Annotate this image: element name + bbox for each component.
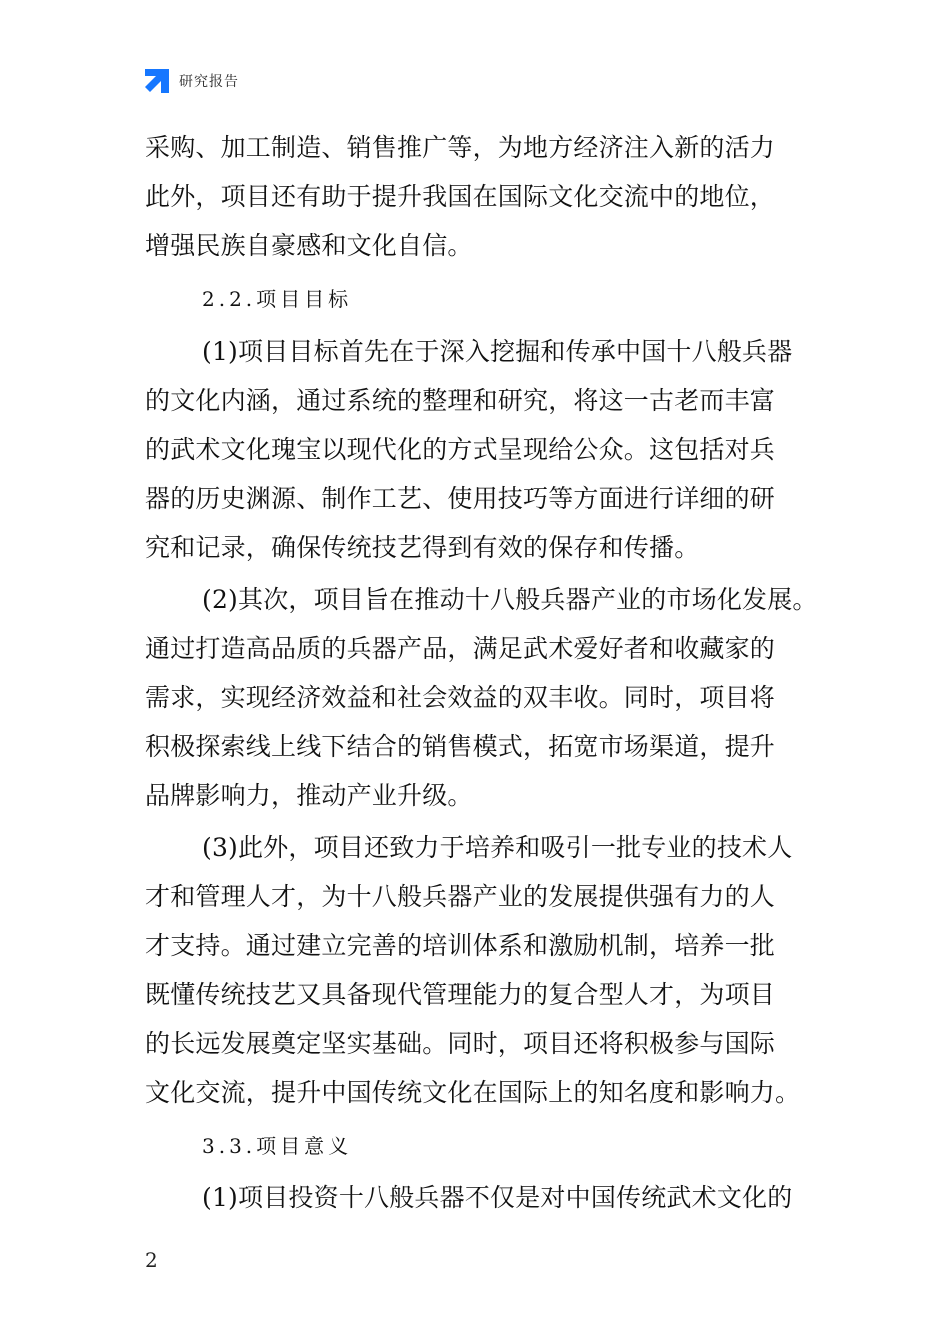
body-line: 才支持。通过建立完善的培训体系和激励机制，培养一批: [145, 931, 776, 960]
body-line: 采购、加工制造、销售推广等，为地方经济注入新的活力: [145, 133, 776, 162]
body-line: 既懂传统技艺又具备现代管理能力的复合型人才，为项目: [145, 980, 776, 1009]
body-line: 增强民族自豪感和文化自信。: [145, 231, 473, 260]
paragraph-first-line: (2)其次，项目旨在推动十八般兵器产业的市场化发展。: [202, 585, 818, 614]
paragraph-first-line: (1)项目目标首先在于深入挖掘和传承中国十八般兵器: [202, 337, 793, 366]
section-heading: 2.2.项目目标: [202, 287, 353, 311]
body-line: 通过打造高品质的兵器产品，满足武术爱好者和收藏家的: [145, 634, 776, 663]
section-heading: 3.3.项目意义: [202, 1134, 353, 1158]
header-title: 研究报告: [179, 74, 239, 90]
body-line: 此外，项目还有助于提升我国在国际文化交流中的地位，: [145, 182, 776, 211]
body-line: 积极探索线上线下结合的销售模式，拓宽市场渠道，提升: [145, 732, 776, 761]
body-line: 的长远发展奠定坚实基础。同时，项目还将积极参与国际: [145, 1029, 776, 1058]
page-number: 2: [145, 1248, 158, 1272]
body-line: 器的历史渊源、制作工艺、使用技巧等方面进行详细的研: [145, 484, 776, 513]
body-line: 才和管理人才，为十八般兵器产业的发展提供强有力的人: [145, 882, 776, 911]
paragraph-first-line: (3)此外，项目还致力于培养和吸引一批专业的技术人: [202, 833, 793, 862]
body-line: 品牌影响力，推动产业升级。: [145, 781, 473, 810]
arrow-logo-icon: [143, 67, 171, 95]
body-line: 文化交流，提升中国传统文化在国际上的知名度和影响力。: [145, 1078, 801, 1107]
body-line: 究和记录，确保传统技艺得到有效的保存和传播。: [145, 533, 700, 562]
body-line: 的文化内涵，通过系统的整理和研究，将这一古老而丰富: [145, 386, 776, 415]
body-line: 需求，实现经济效益和社会效益的双丰收。同时，项目将: [145, 683, 776, 712]
page-header: [143, 66, 239, 96]
body-line: 的武术文化瑰宝以现代化的方式呈现给公众。这包括对兵: [145, 435, 776, 464]
paragraph-first-line: (1)项目投资十八般兵器不仅是对中国传统武术文化的: [202, 1183, 793, 1212]
